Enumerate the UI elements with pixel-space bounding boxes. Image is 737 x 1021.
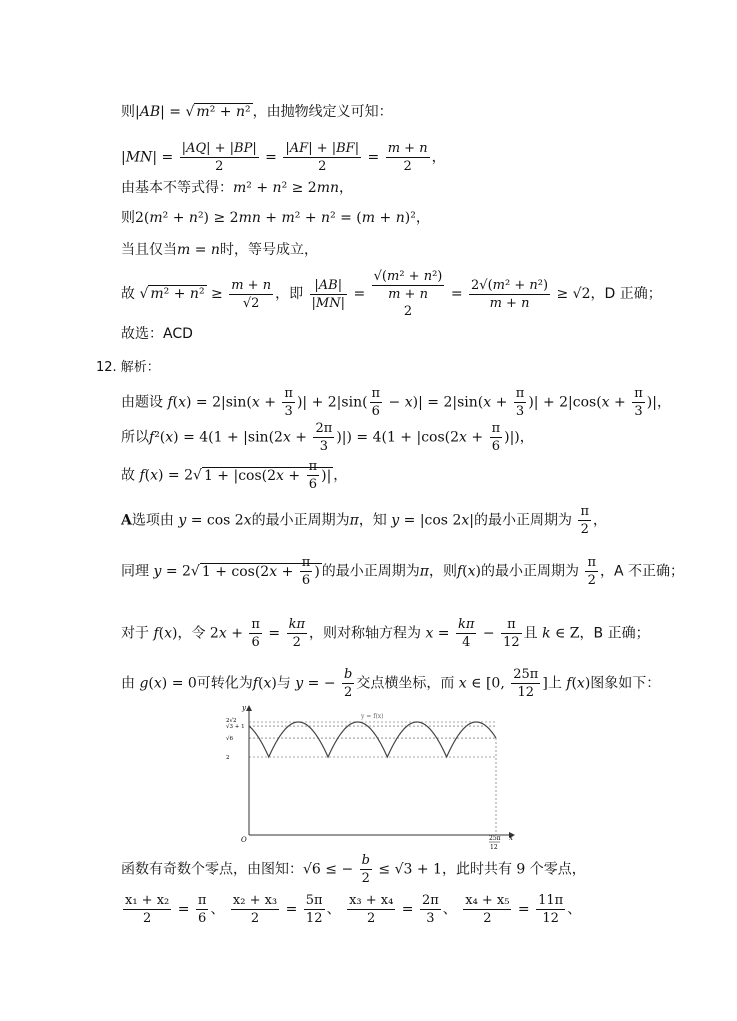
function-graph — [220, 702, 520, 854]
origin-label: O — [241, 836, 247, 844]
line-ratio: 故 √ m² + n² ≥ $\frac{m + n}{√2}$ ，即 $\frac{|AB|}{|MN|}$ = √(m² + n²) m + n 2 = $\frac{\text{2√(m² + n²)}}{m + n}$ ≥ √2，D 正确； — [121, 269, 662, 319]
line-zeros: 函数有奇数个零点，由图知：√6 ≤ − $\frac{b}{2}$ ≤ √3 + 1，此时共有 9 个零点， — [121, 853, 586, 886]
line-f-result: 故 f(x) = 2√ 1 + |cos(2x + $\frac{\pi}{6}$ )| ， — [121, 459, 348, 492]
line-midpoints: $\frac{\text{x₁ + x₂}}{2}$ = $\frac{\pi}{6}$ 、 $\frac{\text{x₂ + x₃}}{2}$ = $\frac{5\pi}{12}$ 、 $\frac{\text{x₃ + x₄}}{2}$ = $\frac{2\pi}{3}$ 、 $\frac{\text{x₄ + x₅}}{2}$ = $\frac{11\pi}{12}$ 、 — [125, 893, 582, 926]
curve-label: y = f(x) — [361, 713, 384, 720]
x-axis-label: x — [509, 834, 513, 842]
line-answer: 故选：ACD — [121, 326, 193, 342]
line-equality: 当且仅当m = n时，等号成立， — [121, 242, 318, 258]
line-option-b: 对于 f(x)，令 2x + $\frac{\pi}{6}$ = $\frac{k\pi}{2}$ ，则对称轴方程为 x = $\frac{k\pi}{4}$ − $\frac{\pi}{12}$ 且 k ∈ Z，B 正确； — [121, 617, 650, 650]
y-tick-label: 2√2 — [226, 718, 237, 724]
y-tick-label: 2 — [226, 755, 230, 761]
f-curve — [249, 722, 496, 757]
y-tick-label: √6 — [226, 736, 234, 743]
problem-12-heading: 12. 解析： — [96, 360, 160, 375]
line-mn-length: |MN| = $\frac{|AQ| + |BP|}{2}$ = $\frac{|AF| + |BF|}{2}$ = $\frac{m + n}{2}$ ， — [121, 141, 446, 174]
x-end-label-den: 12 — [490, 844, 498, 851]
line-f-squared: 所以f²(x) = 4(1 + |sin(2x + $\frac{2\pi}{3}$ )|) = 4(1 + |cos(2x + $\frac{\pi}{6}$ )|)， — [121, 421, 534, 454]
y-axis-label: y — [242, 704, 246, 712]
line-option-a: A选项由 y = cos 2x的最小正周期为π，知 y = |cos 2x|的最小正周期为 $\frac{\pi}{2}$ ， — [121, 504, 607, 537]
y-tick-label: √3 + 1 — [226, 724, 245, 731]
line-double: 则2(m² + n²) ≥ 2mn + m² + n² = (m + n)²， — [121, 210, 430, 226]
line-basic-inequality: 由基本不等式得：m² + n² ≥ 2mn， — [121, 180, 354, 196]
x-end-label-num: 25π — [489, 835, 501, 842]
line-ab-length: 则|AB| = √ m² + n² ，由抛物线定义可知： — [121, 104, 393, 120]
line-option-c: 由 g(x) = 0可转化为f(x)与 y = − $\frac{b}{2}$ 交点横坐标，而 x ∈ [0, $\frac{25\pi}{12}$ ]上 f(x)图象如下： — [121, 667, 661, 700]
line-f-def: 由题设 f(x) = 2|sin(x + $\frac{\pi}{3}$ )| + 2|sin( $\frac{\pi}{6}$ − x)| = 2|sin(x + $\frac{\pi}{3}$ )| + 2|cos(x + $\frac{\pi}{3}$ )|， — [121, 386, 671, 419]
line-option-a-2: 同理 y = 2√ 1 + cos(2x + $\frac{\pi}{6}$ ) 的最小正周期为π，则f(x)的最小正周期为 $\frac{\pi}{2}$ ，A 不正确； — [121, 555, 685, 588]
